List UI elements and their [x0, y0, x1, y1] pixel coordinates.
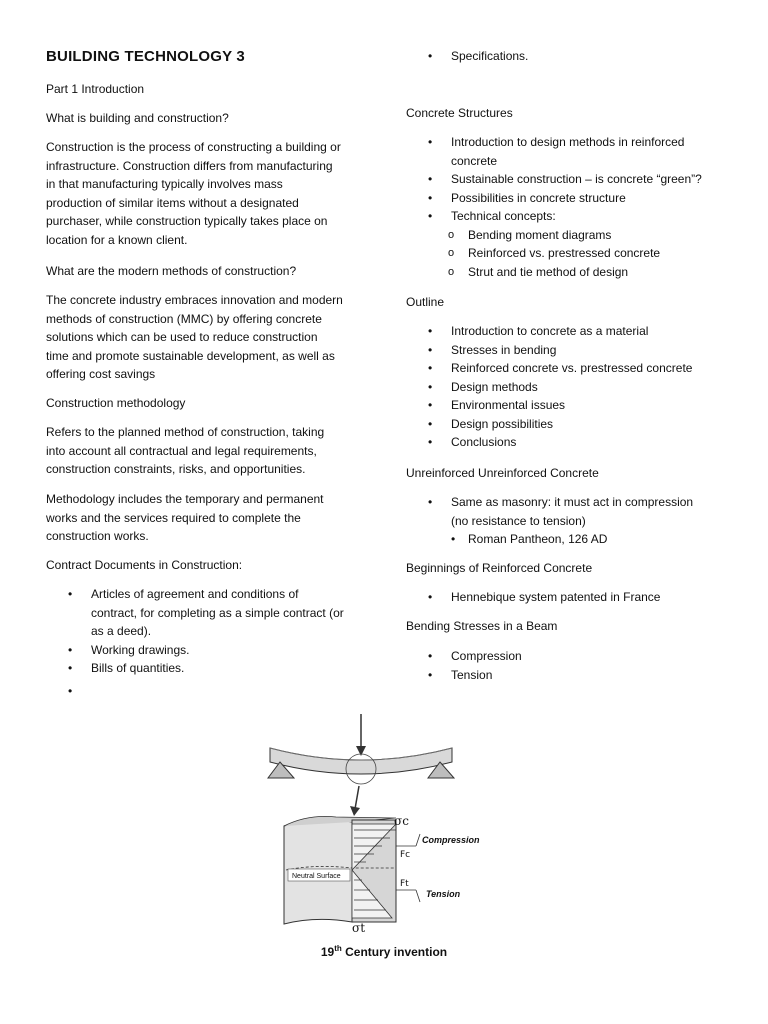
part-heading: Part 1 Introduction: [46, 82, 145, 96]
list-item: • Technical concepts:: [406, 207, 746, 226]
tension-label: Tension: [426, 889, 461, 899]
fc-label: Fc: [400, 850, 411, 860]
text-line: Construction is the process of constructing a building or: [46, 140, 341, 154]
text-line: • Articles of agreement and conditions of: [91, 587, 299, 601]
text-line: construction constraints, risks, and opportunities.: [46, 462, 306, 476]
heading-concrete-structures: Concrete Structures: [406, 106, 513, 120]
list-item: [406, 493, 746, 530]
list-item: • Working drawings.: [46, 641, 376, 660]
text-line: time and promote sustainable development, as well as: [46, 348, 335, 363]
caption-number: 19: [320, 945, 335, 959]
list-item: • Design possibilities: [406, 415, 746, 434]
text-line: methods of construction (MMC) by offering concrete: [46, 311, 322, 326]
caption-superscript: th: [334, 944, 342, 953]
list-item: • Introduction to concrete as a material: [406, 322, 746, 341]
sub-list-item: o Reinforced vs. prestressed concrete: [406, 244, 746, 263]
list-item: • Tension: [406, 666, 746, 685]
paragraph-mmc: [46, 291, 376, 384]
neutral-surface-label: Neutral Surface: [292, 873, 341, 880]
paragraph-methodology-includes: [46, 490, 376, 546]
text-line: contract, for completing as a simple contract (or: [91, 605, 344, 620]
list-item: • Sustainable construction – is concrete “green”?: [406, 170, 746, 189]
sub-list-item: • Roman Pantheon, 126 AD: [406, 530, 746, 549]
heading-bending-stresses: Bending Stresses in a Beam: [406, 619, 558, 633]
compression-label: Compression: [422, 835, 480, 845]
question-building-construction: What is building and construction?: [46, 111, 229, 125]
list-item: • Possibilities in concrete structure: [406, 189, 746, 208]
paragraph-construction-definition: [46, 138, 376, 249]
list-item: • Hennebique system patented in France: [406, 588, 746, 607]
text-line: solutions which can be used to reduce construction: [46, 330, 318, 344]
outline-list: [406, 322, 746, 452]
text-line: The concrete industry embraces innovation and modern: [46, 293, 343, 307]
unreinforced-list: [406, 493, 746, 549]
sigma-t-label: σt: [352, 921, 366, 932]
text-line: location for a known client.: [46, 232, 188, 247]
list-item: • Conclusions: [406, 433, 746, 452]
text-line: production of similar items without a designated: [46, 195, 299, 210]
beam-bending-diagram: [256, 714, 510, 932]
list-item-empty: [46, 682, 376, 700]
text-line: infrastructure. Construction differs from manufacturing: [46, 158, 333, 173]
heading-contract-documents: Contract Documents in Construction:: [46, 558, 243, 572]
sigma-c-label: σc: [394, 814, 409, 828]
figure-caption: [0, 943, 768, 962]
list-item: • Stresses in bending: [406, 341, 746, 360]
paragraph-methodology-definition: [46, 423, 376, 479]
list-item: [46, 585, 376, 641]
bending-stresses-list: [406, 647, 746, 684]
question-modern-methods: What are the modern methods of construction?: [46, 264, 297, 278]
text-line: as a deed).: [91, 624, 152, 638]
ft-label: Ft: [400, 879, 409, 889]
concrete-structures-list: [406, 133, 746, 281]
list-item: • Design methods: [406, 378, 746, 397]
text-line: (no resistance to tension): [451, 513, 586, 528]
specifications-list: [406, 47, 736, 66]
text-line: in that manufacturing typically involves mass: [46, 177, 283, 191]
sub-list-item: o Strut and tie method of design: [406, 263, 746, 282]
text-line: offering cost savings: [46, 367, 156, 381]
sub-list-item: o Bending moment diagrams: [406, 226, 746, 245]
caption-text: Century invention: [341, 945, 448, 959]
heading-construction-methodology: Construction methodology: [46, 396, 186, 410]
text-line: concrete: [451, 153, 498, 168]
heading-outline: Outline: [406, 295, 445, 309]
list-item: • Bills of quantities.: [46, 659, 376, 678]
document-title: BUILDING TECHNOLOGY 3: [46, 48, 245, 65]
heading-beginnings-reinforced: Beginnings of Reinforced Concrete: [406, 561, 593, 575]
contract-documents-list: [46, 585, 376, 700]
text-line: into account all contractual and legal requirements,: [46, 443, 317, 458]
text-line: • Introduction to design methods in reinforced: [451, 135, 685, 149]
list-item: • Reinforced concrete vs. prestressed concrete: [406, 359, 746, 378]
text-line: construction works.: [46, 529, 149, 543]
text-line: purchaser, while construction typically takes place on: [46, 214, 328, 228]
heading-unreinforced-concrete: Unreinforced Unreinforced Concrete: [406, 466, 599, 480]
text-line: works and the services required to complete the: [46, 510, 301, 525]
list-item: • Environmental issues: [406, 396, 746, 415]
list-item: • Specifications.: [406, 47, 736, 66]
list-item: [406, 133, 746, 170]
reinforced-list: [406, 588, 746, 607]
list-item: • Compression: [406, 647, 746, 666]
text-line: Methodology includes the temporary and permanent: [46, 492, 324, 506]
text-line: • Same as masonry: it must act in compression: [451, 495, 694, 509]
text-line: Refers to the planned method of construction, taking: [46, 425, 325, 439]
